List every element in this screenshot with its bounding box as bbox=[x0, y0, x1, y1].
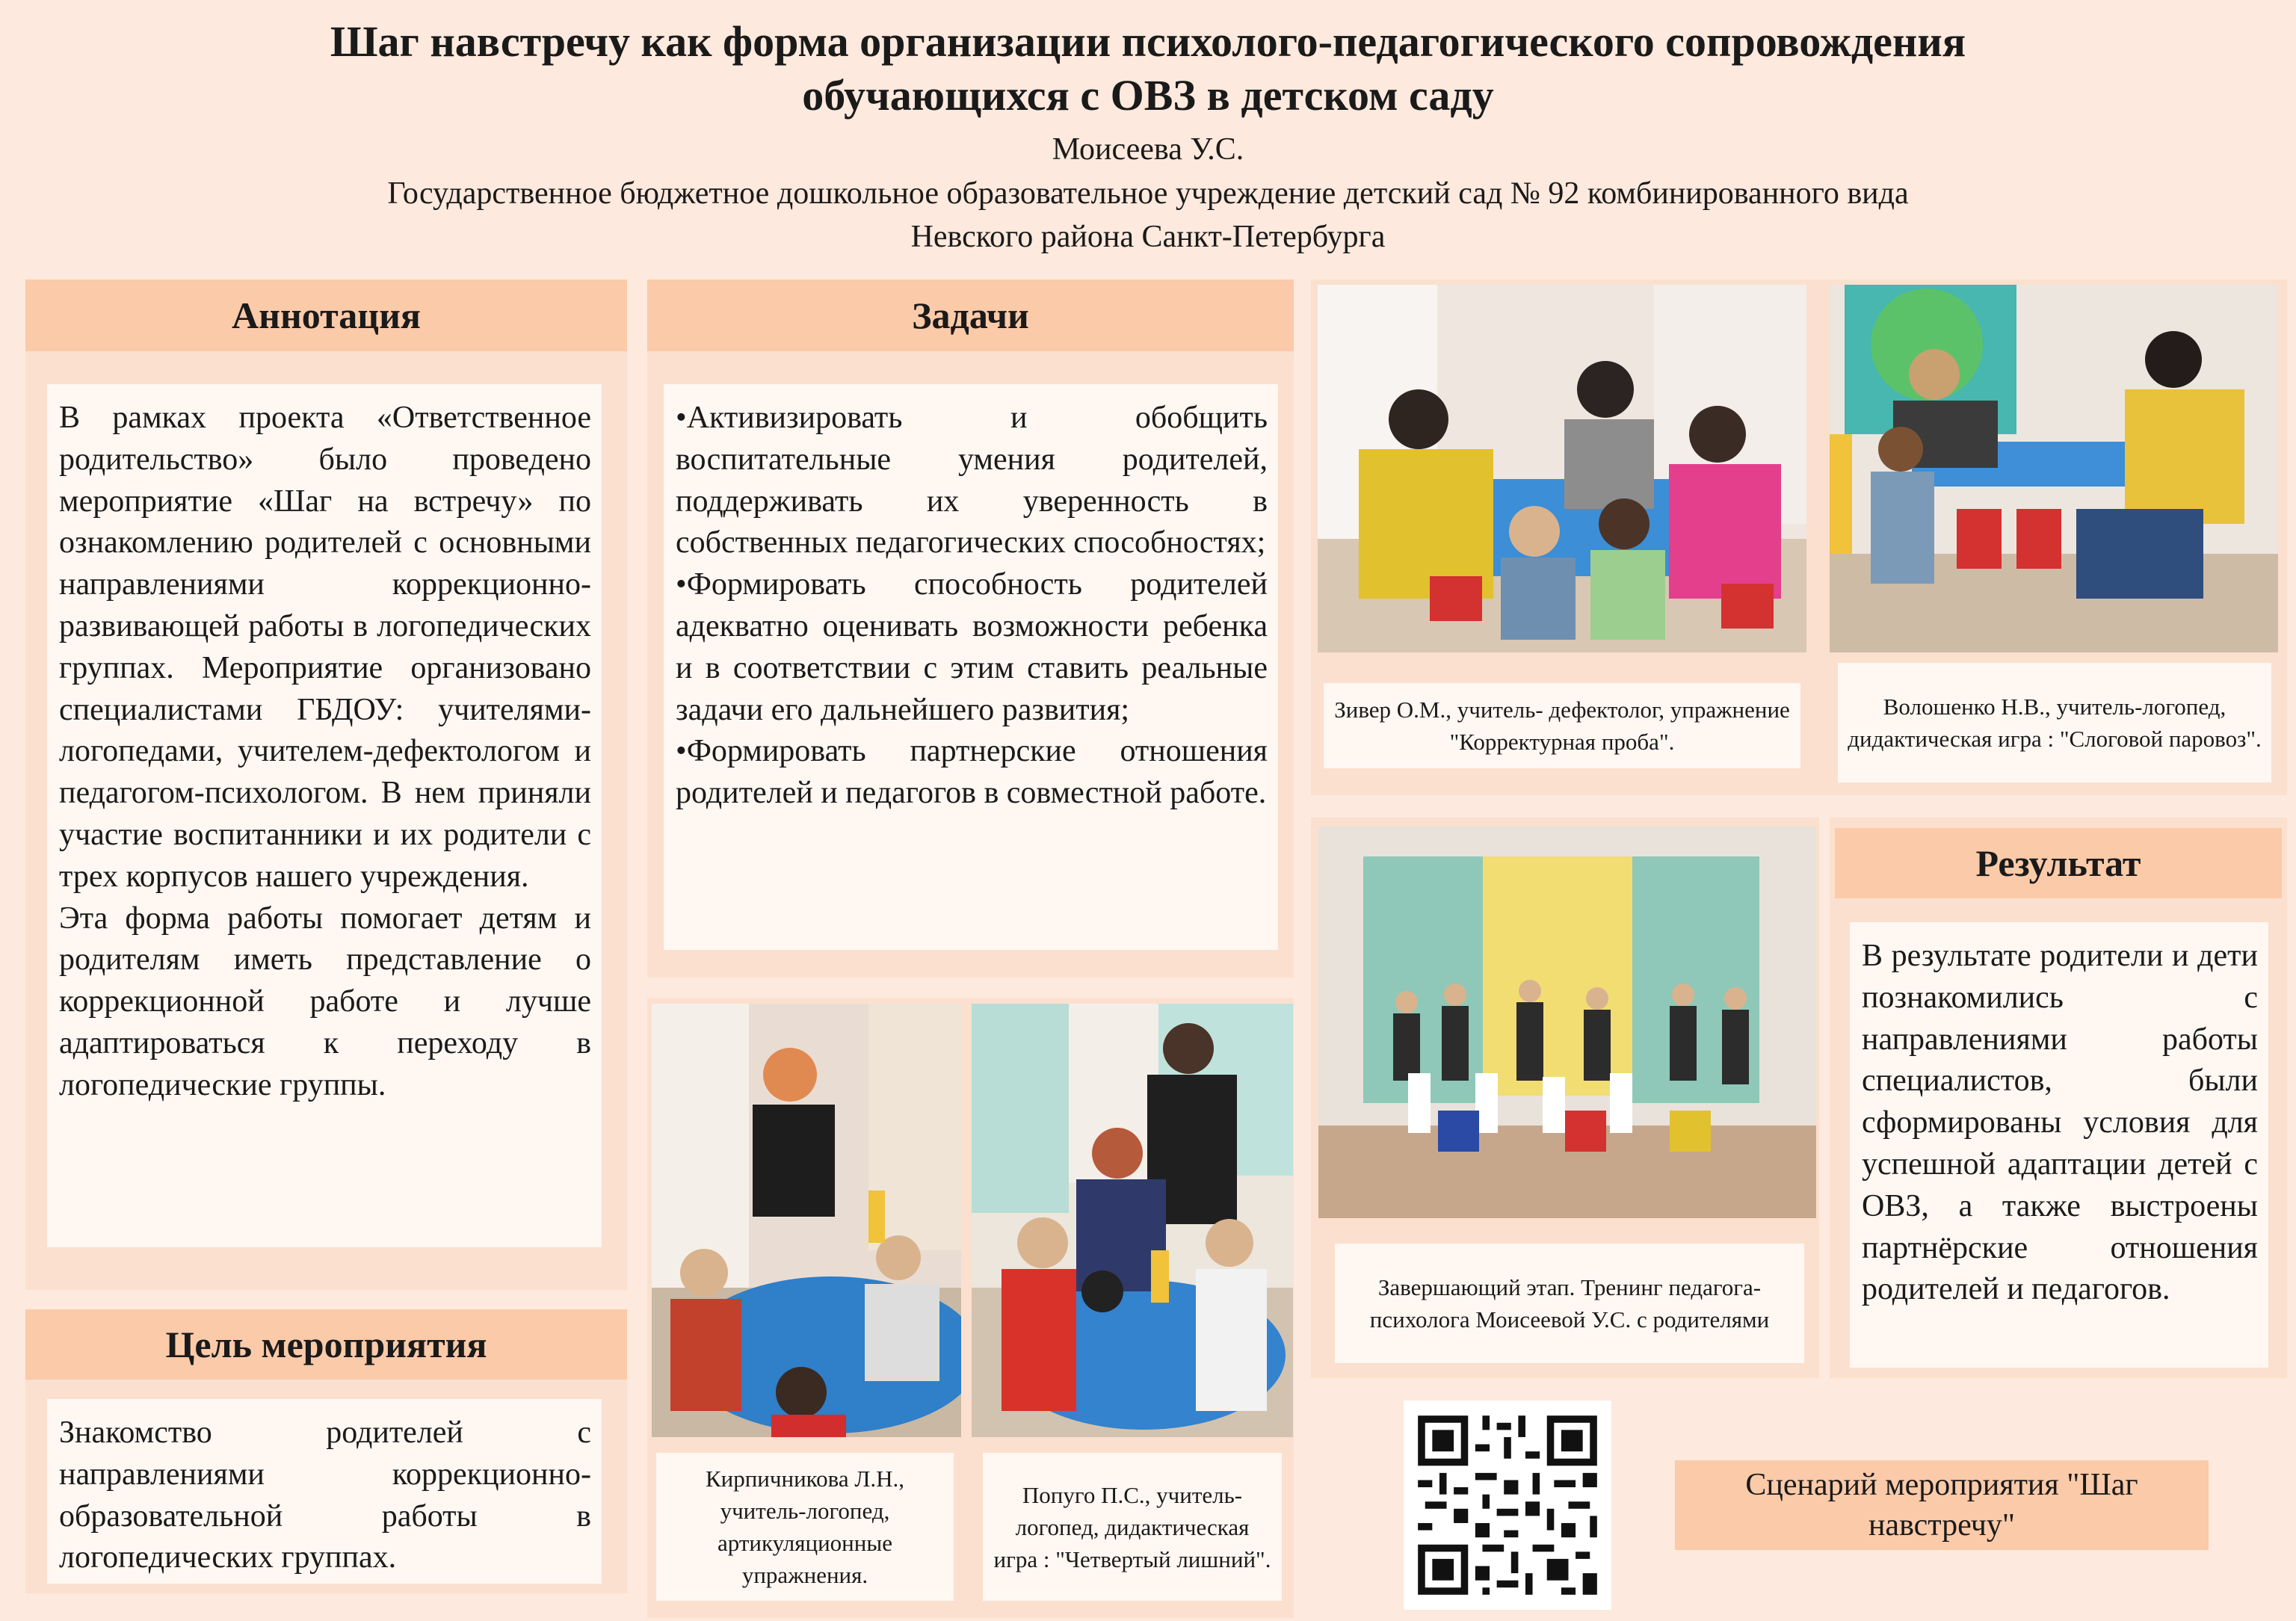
title-line-1: Шаг навстречу как форма организации психолого-педагогического сопровождения bbox=[330, 17, 1966, 66]
photo-popugo bbox=[972, 1004, 1293, 1437]
author: Моисеева У.С. bbox=[1052, 132, 1244, 167]
goal-box bbox=[47, 1399, 602, 1584]
org-line-1: Государственное бюджетное дошкольное образовательное учреждение детский сад № 92 комбинированного вида bbox=[387, 176, 1909, 211]
photo-kirpichnikova bbox=[652, 1004, 961, 1437]
organization bbox=[0, 172, 2296, 259]
annotation-paragraph-1: В рамках проекта «Ответственное родительство» было проведено мероприятие «Шаг на встречу» по ознакомлению родителей с основными направлениями коррекционно-развивающей работы в логопедических группах. Мероприятие организовано специалистами ГБДОУ: учителями-логопедами, учителем-дефектологом и педагогом-психологом. В нем приняли участие воспитанники и их родители с трех корпусов нашего учреждения. bbox=[59, 401, 591, 894]
caption-final: Завершающий этап. Тренинг педагога-психолога Моисеевой У.С. с родителями bbox=[1335, 1244, 1804, 1363]
photo-ziver bbox=[1318, 285, 1806, 652]
task-item-2: •Формировать способность родителей адекватно оценивать возможности ребенка и в соответствии с этим ставить реальные задачи его дальнейшего развития; bbox=[676, 567, 1268, 727]
result-heading: Результат bbox=[1835, 828, 2282, 898]
org-line-2: Невского района Санкт-Петербурга bbox=[910, 220, 1386, 254]
caption-popugo: Попуго П.С., учитель-логопед, дидактическая игра : "Четвертый лишний". bbox=[983, 1453, 1282, 1601]
goal-text: Знакомство родителей с направлениями коррекционно-образовательной работы в логопедических группах. bbox=[59, 1415, 591, 1575]
title-line-2: обучающихся с ОВЗ в детском саду bbox=[802, 71, 1494, 120]
annotation-box bbox=[47, 384, 602, 1247]
caption-ziver: Зивер О.М., учитель- дефектолог, упражнение "Корректурная проба". bbox=[1324, 683, 1800, 768]
photo-voloshenko bbox=[1830, 285, 2278, 652]
annotation-paragraph-2: Эта форма работы помогает детям и родителям иметь представление о коррекционной работе и лучше адаптироваться к переходу в логопедические группы. bbox=[59, 901, 591, 1102]
annotation-heading: Аннотация bbox=[25, 280, 627, 351]
caption-voloshenko: Волошенко Н.В., учитель-логопед, дидактическая игра : "Слоговой паровоз". bbox=[1838, 663, 2271, 782]
tasks-box bbox=[664, 384, 1278, 950]
task-item-1: •Активизировать и обобщить воспитательные умения родителей, поддерживать их уверенность в собственных педагогических способностях; bbox=[676, 401, 1268, 561]
photo-final bbox=[1318, 827, 1816, 1218]
result-box bbox=[1850, 922, 2268, 1368]
task-item-3: •Формировать партнерские отношения родителей и педагогов в совместной работе. bbox=[676, 734, 1268, 811]
result-text: В результате родители и дети познакомились с направлениями работы специалистов, были сформированы условия для успешной адаптации детей с ОВЗ, а также выстроены партнёрские отношения родителей и педагогов. bbox=[1862, 939, 2258, 1307]
goal-heading: Цель мероприятия bbox=[25, 1309, 627, 1380]
qr-code-icon bbox=[1404, 1401, 1611, 1610]
tasks-heading: Задачи bbox=[647, 280, 1294, 351]
poster-title bbox=[0, 15, 2296, 123]
scenario-button[interactable]: Сценарий мероприятия "Шаг навстречу" bbox=[1675, 1460, 2209, 1550]
qr-code-box[interactable] bbox=[1404, 1401, 1611, 1610]
caption-kirpichnikova: Кирпичникова Л.Н., учитель-логопед, артикуляционные упражнения. bbox=[656, 1453, 954, 1601]
